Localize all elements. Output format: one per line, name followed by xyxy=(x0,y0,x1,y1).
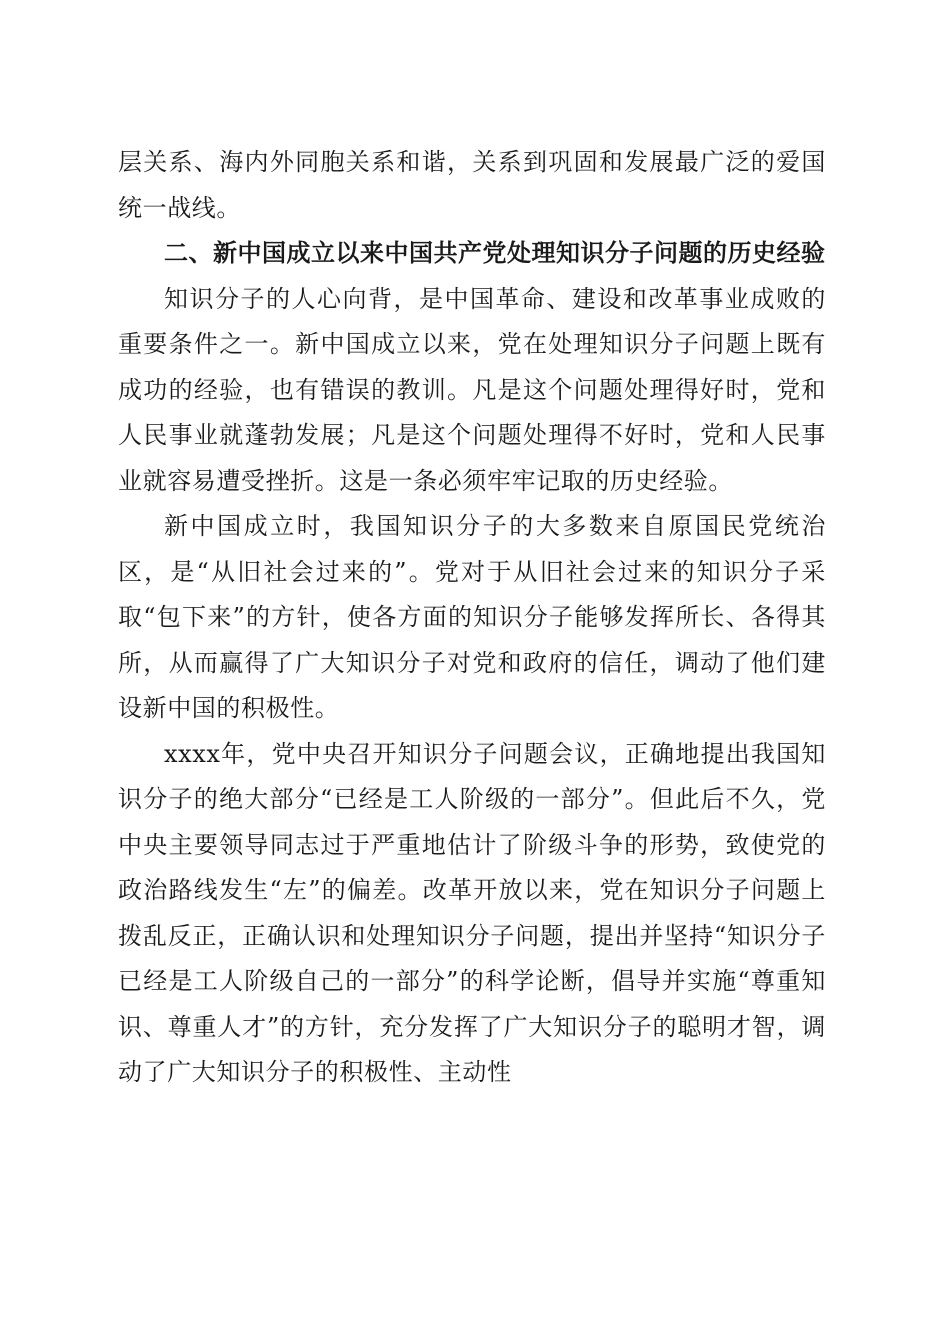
document-body xyxy=(118,140,826,1096)
body-paragraph: 知识分子的人心向背，是中国革命、建设和改革事业成败的重要条件之一。新中国成立以来，党在处理知识分子问题上既有成功的经验，也有错误的教训。凡是这个问题处理得好时，党和人民事业就蓬勃发展；凡是这个问题处理得不好时，党和人民事业就容易遭受挫折。这是一条必须牢牢记取的历史经验。 xyxy=(118,284,826,495)
section-heading: 二、新中国成立以来中国共产党处理知识分子问题的历史经验 xyxy=(164,239,826,267)
body-paragraph: xxxx年，党中央召开知识分子问题会议，正确地提出我国知识分子的绝大部分“已经是工人阶级的一部分”。但此后不久，党中央主要领导同志过于严重地估计了阶级斗争的形势，致使党的政治路线发生“左”的偏差。改革开放以来，党在知识分子问题上拨乱反正，正确认识和处理知识分子问题，提出并坚持“知识分子已经是工人阶级自己的一部分”的科学论断，倡导并实施“尊重知识、尊重人才”的方针，充分发挥了广大知识分子的聪明才智，调动了广大知识分子的积极性、主动性 xyxy=(118,739,826,1086)
continuation-paragraph: 层关系、海内外同胞关系和谐，关系到巩固和发展最广泛的爱国统一战线。 xyxy=(118,148,826,222)
body-paragraph: 新中国成立时，我国知识分子的大多数来自原国民党统治区，是“从旧社会过来的”。党对于从旧社会过来的知识分子采取“包下来”的方针，使各方面的知识分子能够发挥所长、各得其所，从而赢得了广大知识分子对党和政府的信任，调动了他们建设新中国的积极性。 xyxy=(118,512,826,722)
